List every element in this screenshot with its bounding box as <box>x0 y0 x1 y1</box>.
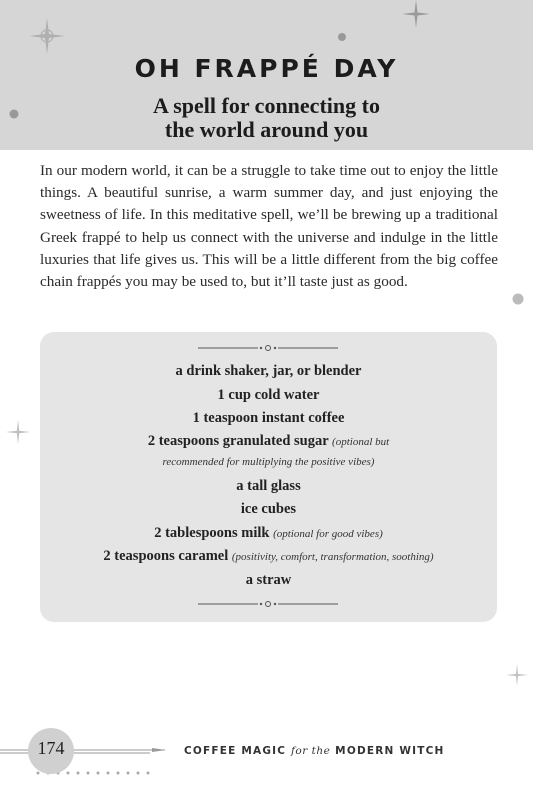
sparkle-icon <box>27 16 67 56</box>
list-item: 1 cup cold water <box>217 386 320 403</box>
list-item: 2 teaspoons caramel (positivity, comfort, transformation, soothing) <box>103 548 434 564</box>
page-title: OH FRAPPÉ DAY <box>134 54 399 83</box>
list-item: 1 teaspoon instant coffee <box>192 410 345 426</box>
sparkle-icon <box>402 0 430 28</box>
running-footer-title: COFFEE MAGIC for the MODERN WITCH <box>184 745 445 757</box>
sparkle-icon <box>506 664 528 686</box>
ingredient-list <box>40 360 497 592</box>
dot-icon <box>337 32 347 42</box>
subtitle-line-2: the world around you <box>164 117 369 142</box>
list-item: 2 tablespoons milk (optional for good vibes) <box>154 524 383 541</box>
ornament-divider-icon <box>198 598 338 610</box>
list-item: ice cubes <box>240 501 297 517</box>
dot-icon <box>511 292 525 306</box>
ornament-divider-icon <box>198 342 338 354</box>
ingredients-box <box>40 332 497 622</box>
page-number: 174 <box>37 738 65 758</box>
list-item: a tall glass <box>236 477 301 494</box>
subtitle-line-1: A spell for connecting to <box>153 93 380 118</box>
page-subtitle <box>0 94 533 142</box>
list-item: a straw <box>245 571 292 588</box>
intro-paragraph: In our modern world, it can be a struggle to take time out to enjoy the little things. A beautiful sunrise, a warm summer day, and just enjoying the sweetness of life. In this meditative spell, we’ll be brewing up a traditional Greek frappé to help us connect with the universe and indulge in the little luxuries that life gives us. This will be a little different from the big coffee chain frappés you may be used to, but it’ll taste just as good. <box>40 162 498 291</box>
list-item: 2 teaspoons granulated sugar (optional but recommended for multiplying the positive vibes) <box>147 432 390 468</box>
list-item: a drink shaker, jar, or blender <box>175 363 362 379</box>
sparkle-icon <box>6 420 30 444</box>
